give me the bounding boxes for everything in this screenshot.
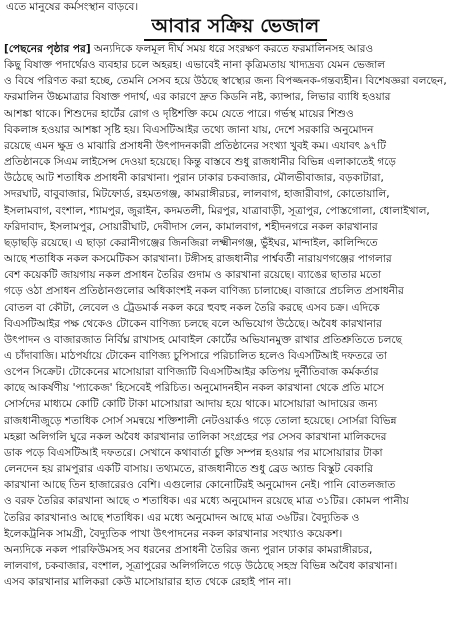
article-body bbox=[4, 41, 467, 590]
body-line: বোতল বা কৌটা, লেবেল ও ট্রেডমার্ক নকল করে হুবহু নকল তৈরি করছে এসব চক্র। এদিকে bbox=[4, 301, 380, 314]
body-line: গড়ে ওঠা প্রসাধন প্রতিষ্ঠানগুলোর অধিকাংশই নকল বাণিজ্য চালাচ্ছে। বাজারে প্রচলিত প্রসাধনীর bbox=[4, 285, 404, 298]
body-line: মহল্লা অলিগলি ঘুরে নকল অবৈধ কারখানার তালিকা সংগ্রহের পর সেসব কারখানা মালিকদের bbox=[4, 430, 387, 443]
body-line: আছে শতাধিক নকল কসমেটিকস কারখানা। টঙ্গীসহ রাজধানীর পার্শ্ববর্তী নারায়ণগঞ্জের পাগলার bbox=[4, 253, 392, 266]
body-line: ও বরফ তৈরির কারখানা আছে ৩ শতাধিক। এর মধ্যে অনুমোদন রয়েছে মাত্র ৩১টির। কোমল পানীয় bbox=[4, 495, 409, 508]
body-line: এ চাঁদাবাজি। মাঠপর্যায়ে টোকেন বাণিজ্য চুপিসারে পরিচালিত হলেও বিএসটিআই দফতরে তা bbox=[4, 349, 387, 362]
headline-container bbox=[4, 14, 467, 40]
body-line: ও বিষে পরিণত করা হচ্ছে, তেমনি সেসব হয়ে উঠছে স্বাস্থ্যের জন্য বিপজ্জনক-গন্তব্যহীন। বিশেষজ্ঞরা বলছেন, bbox=[4, 75, 447, 88]
body-line: ডাক পড়ে বিএসটিআই দফতরে। সেখানে কথাবার্তা চুক্তি সম্পন্ন হওয়ার পর মাসোয়ারার টাকা bbox=[4, 446, 383, 459]
body-line: রাজধানীজুড়ে শতাধিক সোর্স সমন্বয়ে শক্তিশালী নেটওয়ার্কও গড়ে তোলা হয়েছে। সোর্সরা বিভিন্ন bbox=[4, 414, 397, 427]
body-line: লালবাগ, চকবাজার, বংশাল, সূত্রাপুরের অলিগলিতে গড়ে উঠেছে সহস্র বিভিন্ন অবৈধ কারখানা। bbox=[4, 560, 398, 572]
body-line: সোর্সদের মাধ্যমে কোটি কোটি টাকা মাসোয়ারা আদায় হয়ে থাকে। মাসোয়ারা আদায়ের জন্য bbox=[4, 398, 378, 411]
body-line: রয়েছে এমন ক্ষুদ্র ও মাঝারি প্রসাধনী উৎপাদনকারী প্রতিষ্ঠানের সংখ্যা খুবই কম। এযাবৎ ৯৭টি bbox=[4, 139, 386, 152]
body-line: অন্যদিকে নকল পারফিউমসহ সব ধরনের প্রসাধনী তৈরির জন্য পুরান ঢাকার কামরাঙ্গীরচর, bbox=[4, 543, 373, 556]
body-line: ওপেন সিক্রেট। টোকেনের মাসোয়ারা বাণিজ্যটি বিএসটিআইর কতিপয় দুর্নীতিবাজ কর্মকর্তার bbox=[4, 366, 379, 379]
body-line: উঠেছে আট শতাধিক প্রসাধনী কারখানা। পুরান ঢাকার চকবাজার, মৌলভীবাজার, বড়কাটারা, bbox=[4, 172, 384, 185]
body-line: ফরিদাবাদ, ইসলামপুর, সোয়ারীঘাট, দেবীদাস লেন, কামালবাগ, শহীদনগরে নকল কারখানার bbox=[4, 220, 378, 233]
body-line: প্রতিষ্ঠানকে সিএম লাইসেন্স দেওয়া হয়েছে। কিন্তু বাস্তবে শুধু রাজধানীর বিভিন্ন এলাকাতেই গড়ে bbox=[4, 156, 396, 169]
body-line bbox=[4, 41, 467, 57]
body-line: কিছু বিষাক্ত পদার্থেরও ব্যবহার চলে অহরহ। এভাবেই নানা কৃত্রিমতায় খাদ্যদ্রব্য যেমন ভেজাল bbox=[4, 59, 386, 72]
body-line: কাছে আকর্ষণীয় 'প্যাকেজ' হিসেবেই পরিচিত। অনুমোদনহীন নকল কারখানা থেকে প্রতি মাসে bbox=[4, 382, 384, 395]
continuation-label: [পেছনের পৃষ্ঠার পর] bbox=[4, 43, 91, 55]
body-line: ইসলামবাগ, বংশাল, শ্যামপুর, জুরাইন, কদমতলী, মিরপুর, যাত্রাবাড়ী, সূত্রাপুর, পোস্তগোলা, ধোলাইখাল, bbox=[4, 204, 430, 217]
body-line: বিএসটিআইর পক্ষ থেকেও টোকেন বাণিজ্য চলছে বলে অভিযোগ উঠেছে। অবৈধ কারখানার bbox=[4, 317, 382, 330]
body-line: আশঙ্কা থাকে। শিশুদের হার্টের রোগ ও দৃষ্টিশক্তি কমে যেতে পারে। গর্ভস্থ মায়ের শিশুও bbox=[4, 107, 354, 120]
body-line: তৈরির কারখানাও আছে শতাধিক। এর মধ্যে অনুমোদন আছে মাত্র ৩৬টির। বৈদ্যুতিক ও bbox=[4, 511, 360, 524]
body-line: এসব কারখানার মালিকরা কেউ মাসোয়ারার হাত থেকে রেহাই পান না। bbox=[4, 576, 292, 589]
body-line: সদরঘাট, বাবুবাজার, মিটফোর্ড, রহমতগঞ্জ, কামরাঙ্গীরচর, লালবাগ, হাজারীবাগ, কোতোয়ালি, bbox=[4, 188, 390, 201]
body-line: বেশ কয়েকটি জায়গায় নকল প্রসাধন তৈরির গুদাম ও কারখানা রয়েছে। ব্যাঙের ছাতার মতো bbox=[4, 269, 382, 282]
article-headline: আবার সক্রিয় ভেজাল bbox=[144, 14, 328, 41]
body-line: বিকলাঙ্গ হওয়ার আশঙ্কা সৃষ্টি হয়। বিএসটিআইর তথ্যে জানা যায়, দেশে সরকারি অনুমোদন bbox=[4, 123, 374, 136]
body-line: ছড়াছড়ি রয়েছে। এ ছাড়া কেরানীগঞ্জের জিনজিরা লক্ষ্মীনগঞ্জ, ভুঁইঘর, মান্দাইল, কালিন্দিতে bbox=[4, 236, 378, 249]
body-line: ইলেকট্রনিক সামগ্রী, বৈদ্যুতিক পাখা উৎপাদনের নকল কারখানার সংখ্যাও কয়েকশ। bbox=[4, 527, 343, 540]
body-line-text: অন্যদিকে ফলমূল দীর্ঘ সময় ধরে সংরক্ষণ করতে ফরমালিনসহ আরও bbox=[90, 43, 374, 55]
body-line: উৎপাদন ও বাজারজাত নির্বিঘ্ন রাখাসহ মোবাইল কোর্টের অভিযানমুক্ত রাখার প্রতিশ্রুতিতে চলছে bbox=[4, 333, 402, 346]
body-line: কারখানা আছে তিন হাজারেরও বেশি। এগুলোর কোনোটিরই অনুমোদন নেই। পানি বোতলজাত bbox=[4, 479, 396, 492]
body-line: ফরমালিন উচ্চমাত্রার বিষাক্ত পদার্থ, এর কারণে দ্রুত কিডনি নষ্ট, ক্যান্সার, লিভার ব্যাধি হওয়ার bbox=[4, 91, 391, 104]
previous-article-tail: এতে মানুষের কর্মসংস্থান বাড়বে। bbox=[6, 1, 139, 13]
body-line: লেনদেন হয় রামপুরার একটি বাসায়। তথ্যমতে, রাজধানীতে শুধু ব্রেড অ্যান্ড বিস্কুট বেকারি bbox=[4, 463, 373, 476]
